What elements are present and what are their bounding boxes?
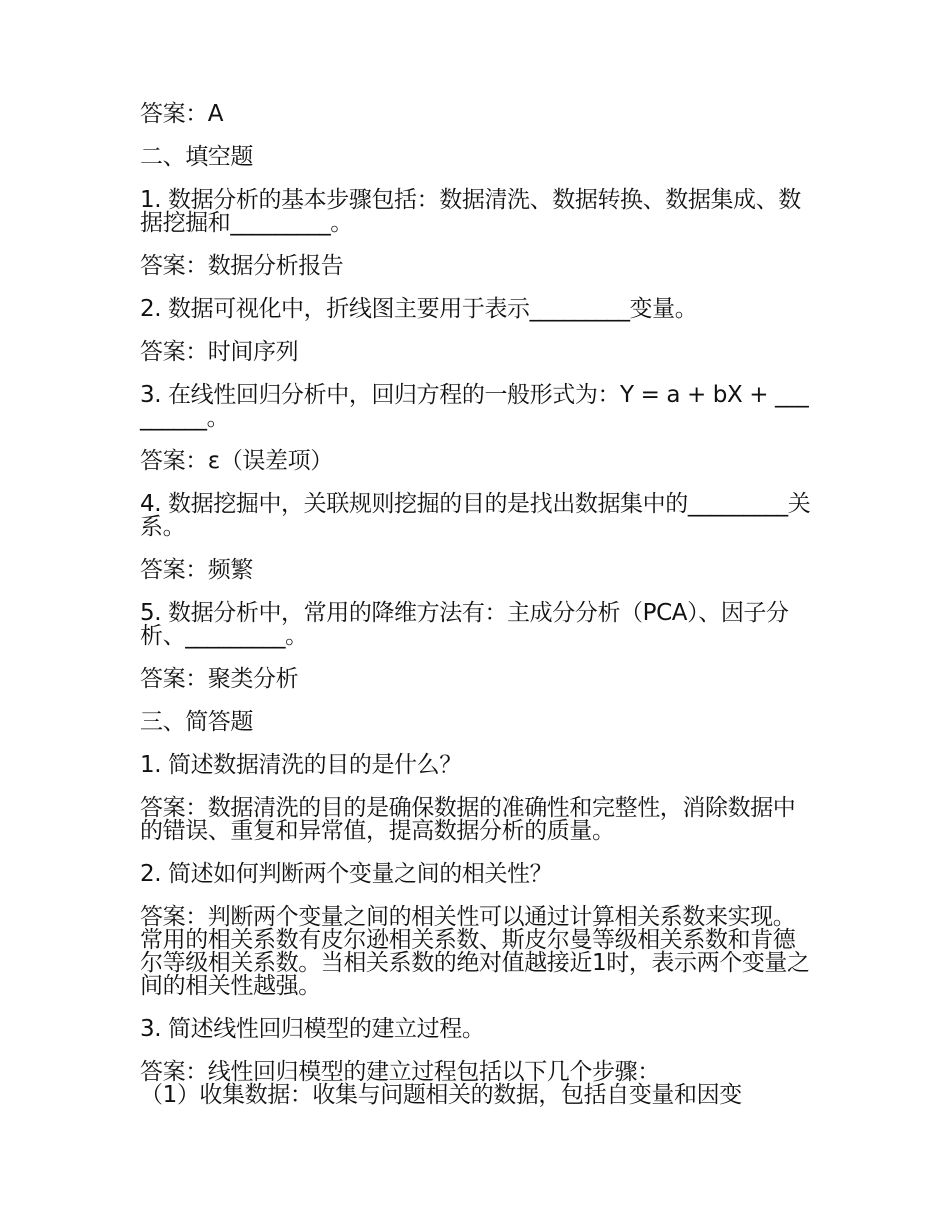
question-line: 5. 数据分析中，常用的降维方法有：主成分分析（PCA）、因子分析、_________。 [140,600,789,649]
answer-line: 答案：数据清洗的目的是确保数据的准确性和完整性，消除数据中的错误、重复和异常值，提高数据分析的质量。 [140,795,796,844]
answer-line: 答案：时间序列 [140,339,299,365]
document-page [140,103,812,1107]
answer-line: 答案：频繁 [140,557,254,583]
question-line: 3. 简述线性回归模型的建立过程。 [140,1016,485,1042]
question-line: 2. 数据可视化中，折线图主要用于表示_________变量。 [140,296,698,322]
question-line: 3. 在线性回归分析中，回归方程的一般形式为：Y = a + bX + _________。 [140,382,809,431]
answer-line: 答案：判断两个变量之间的相关性可以通过计算相关系数来实现。常用的相关系数有皮尔逊相关系数、斯皮尔曼等级相关系数和肯德尔等级相关系数。当相关系数的绝对值越接近1时，表示两个变量之间的相关性越强。 [140,904,810,999]
answer-line: 答案：线性回归模型的建立过程包括以下几个步骤： [140,1059,660,1085]
section-heading-short-answer: 三、简答题 [140,709,254,735]
question-line: 1. 数据分析的基本步骤包括：数据清洗、数据转换、数据集成、数据挖掘和_________。 [140,187,801,236]
answer-line: 答案：ε（误差项） [140,448,333,474]
question-line: 4. 数据挖掘中，关联规则挖掘的目的是找出数据集中的_________关系。 [140,491,811,540]
answer-line: 答案：A [140,101,224,127]
answer-line: 答案：数据分析报告 [140,253,344,279]
section-heading-fill-in: 二、填空题 [140,144,254,170]
answer-line: 答案：聚类分析 [140,666,299,692]
question-line: 2. 简述如何判断两个变量之间的相关性？ [140,861,553,887]
step-line: （1）收集数据：收集与问题相关的数据，包括自变量和因变 [140,1082,742,1108]
question-line: 1. 简述数据清洗的目的是什么？ [140,752,462,778]
